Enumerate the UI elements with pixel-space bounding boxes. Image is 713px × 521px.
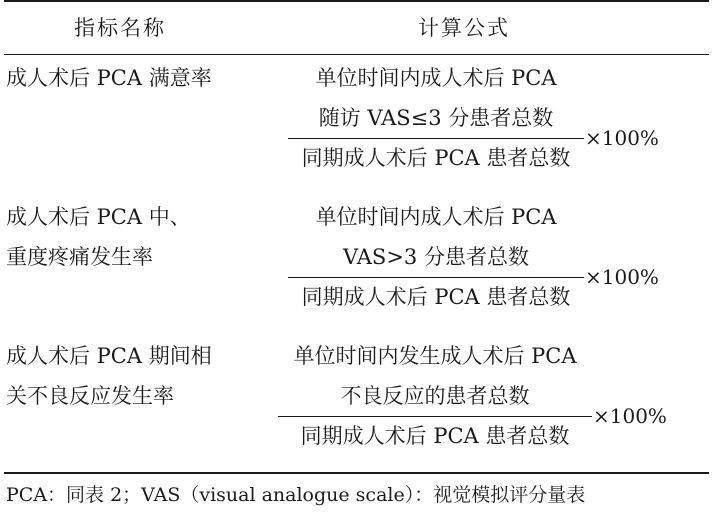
numerator-line: 单位时间内成人术后 PCA (315, 66, 557, 90)
table-top-rule (4, 0, 709, 2)
indicator-name (6, 197, 191, 277)
formula-fraction (278, 336, 592, 455)
table-bottom-rule (4, 472, 709, 474)
table-footnote: PCA：同表 2；VAS（visual analogue scale）：视觉模拟评分量表 (6, 484, 586, 506)
denominator: 同期成人术后 PCA 患者总数 (301, 146, 571, 170)
header-formula: 计算公式 (418, 16, 510, 40)
indicator-name-line: 成人术后 PCA 满意率 (6, 66, 212, 90)
numerator-line: 单位时间内成人术后 PCA (315, 205, 557, 229)
multiplier: ×100% (585, 126, 659, 150)
table-header-rule (4, 54, 709, 55)
indicator-name (6, 336, 212, 416)
numerator-line: 随访 VAS≤3 分患者总数 (318, 106, 554, 130)
indicator-name (6, 58, 212, 98)
indicator-name-line: 成人术后 PCA 期间相 (6, 344, 212, 368)
indicator-name-line: 重度疼痛发生率 (6, 245, 153, 269)
multiplier: ×100% (585, 265, 659, 289)
indicator-name-line: 成人术后 PCA 中、 (6, 205, 191, 229)
indicator-name-line: 关不良反应发生率 (6, 384, 174, 408)
formula-fraction (288, 58, 584, 177)
numerator-line: 不良反应的患者总数 (340, 384, 530, 408)
numerator-line: VAS>3 分患者总数 (343, 245, 529, 269)
header-indicator-name: 指标名称 (74, 16, 166, 40)
denominator: 同期成人术后 PCA 患者总数 (301, 285, 571, 309)
formula-fraction (288, 197, 584, 316)
denominator: 同期成人术后 PCA 患者总数 (300, 424, 570, 448)
multiplier: ×100% (593, 404, 667, 428)
numerator-line: 单位时间内发生成人术后 PCA (293, 344, 577, 368)
